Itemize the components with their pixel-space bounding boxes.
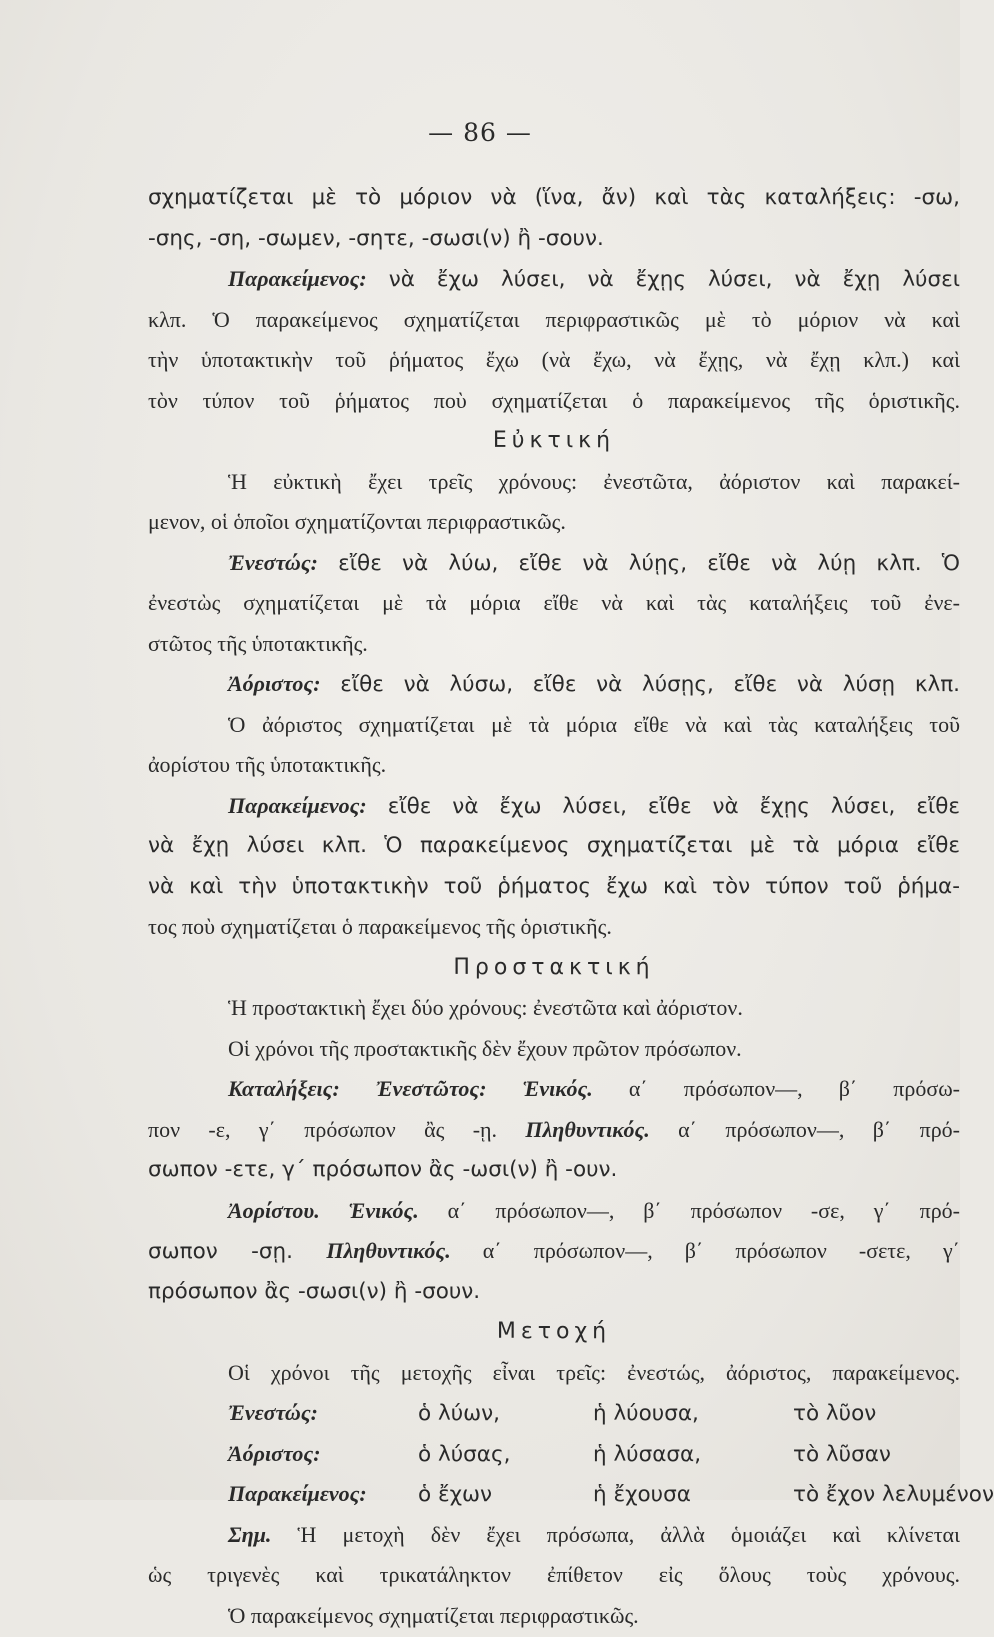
text-line: Οἱ χρόνοι τῆς προστακτικῆς δὲν ἔχουν πρῶτον πρόσωπον. [228,1035,742,1061]
term-label: Παρακείμενος: [228,266,367,291]
text-line: Ἀορίστου. Ἑνικός. α΄ πρόσωπον—, β΄ πρόσωπον -σε, γ΄ πρό- [228,1197,961,1223]
term-label: Ἀόριστος: [228,1440,321,1466]
text-line: στῶτος τῆς ὑποτακτικῆς. [148,630,368,656]
text-line: ἀορίστου τῆς ὑποτακτικῆς. [148,752,387,777]
text-line: Παρακείμενος: εἴθε νὰ ἔχω λύσει, εἴθε νὰ ἔχῃς λύσει, εἴθε [228,792,960,819]
term-label: Ἐνεστώς: [228,549,318,575]
text-line: νὰ ἔχῃ λύσει κλπ. Ὁ παρακείμενος σχηματίζεται μὲ τὰ μόρια εἴθε [148,833,960,858]
table-row: Ἐνεστώς: ὁ λύων, ἡ λύουσα, τὸ λῦον [148,1393,960,1434]
table-row: Ἀόριστος: ὁ λύσας, ἡ λύσασα, τὸ λῦσαν [148,1434,960,1475]
text-line: σωπον -σῃ. Πληθυντικός. α΄ πρόσωπον—, β΄ πρόσωπον -σετε, γ΄ [148,1238,960,1264]
text-line: ὡς τριγενὲς καὶ τρικατάληκτον ἐπίθετον εἰς ὅλους τοὺς χρόνους. [148,1562,960,1587]
text-line: μενον, οἱ ὁποῖοι σχηματίζονται περιφραστικῶς. [148,509,566,534]
body-text [148,178,994,1636]
text-line: Ὁ παρακείμενος σχηματίζεται περιφραστικῶς. [228,1602,639,1628]
text-line: σωπον -ετε, γ΄ πρόσωπον ἂς -ωσι(ν) ἢ -ουν. [148,1157,618,1182]
text-line: πρόσωπον ἂς -σωσι(ν) ἢ -σουν. [148,1278,481,1304]
text-line: Ἀόριστος: εἴθε νὰ λύσω, εἴθε νὰ λύσῃς, εἴθε νὰ λύσῃ κλπ. [228,671,960,697]
text-line: ἐνεστὼς σχηματίζεται μὲ τὰ μόρια εἴθε νὰ καὶ τὰς καταλήξεις τοῦ ἐνε- [148,590,960,615]
text-line: Καταλήξεις: Ἐνεστῶτος: Ἑνικός. α΄ πρόσωπον—, β΄ πρόσω- [228,1076,961,1101]
term-label: Πληθυντικός. [525,1116,650,1142]
text-line: Ἡ προστακτικὴ ἔχει δύο χρόνους: ἐνεστῶτα καὶ ἀόριστον. [228,995,743,1020]
text-line: Ἡ εὐκτικὴ ἔχει τρεῖς χρόνους: ἐνεστῶτα, ἀόριστον καὶ παρακεί- [228,468,960,494]
section-heading-imperative: Προστακτική [453,954,655,980]
term-label: Ἐνεστώς: [228,1400,318,1425]
text-line: Ἐνεστώς: εἴθε νὰ λύω, εἴθε νὰ λύῃς, εἴθε νὰ λύῃ κλπ. Ὁ [228,549,960,576]
text-line: Ὁ ἀόριστος σχηματίζεται μὲ τὰ μόρια εἴθε νὰ καὶ τὰς καταλήξεις τοῦ [228,711,960,737]
text-line: σχηματίζεται μὲ τὸ μόριον νὰ (ἵνα, ἄν) καὶ τὰς καταλήξεις: -σω, [148,185,960,210]
text-line: τὴν ὑποτακτικὴν τοῦ ῥήματος ἔχω (νὰ ἔχω, νὰ ἔχῃς, νὰ ἔχῃ κλπ.) καὶ [148,347,960,372]
table-row: Παρακείμενος: ὁ ἔχων ἡ ἔχουσα τὸ ἔχον λελυμένον [148,1474,960,1515]
text-line: τος ποὺ σχηματίζεται ὁ παρακείμενος τῆς ὁριστικῆς. [148,914,612,939]
term-label: Σημ. [228,1521,272,1547]
text-line: Οἱ χρόνοι τῆς μετοχῆς εἶναι τρεῖς: ἐνεστώς, ἀόριστος, παρακείμενος. [228,1359,960,1385]
text-line: Σημ. Ἡ μετοχὴ δὲν ἔχει πρόσωπα, ἀλλὰ ὁμοιάζει καὶ κλίνεται [228,1521,960,1547]
term-label: Πληθυντικός. [326,1238,451,1263]
term-label: Παρακείμενος: [228,1481,367,1506]
text-line: τὸν τύπον τοῦ ῥήματος ποὺ σχηματίζεται ὁ παρακείμενος τῆς ὁριστικῆς. [148,387,960,413]
participle-table [148,1393,994,1515]
term-label: Ἀορίστου. Ἑνικός. [228,1197,419,1223]
term-label: Καταλήξεις: Ἐνεστῶτος: Ἑνικός. [228,1076,593,1101]
page-number: — 86 — [428,118,532,147]
text-line: κλπ. Ὁ παρακείμενος σχηματίζεται περιφραστικῶς μὲ τὸ μόριον νὰ καὶ [148,306,960,332]
term-label: Παρακείμενος: [228,792,367,818]
text-line: νὰ καὶ τὴν ὑποτακτικὴν τοῦ ῥήματος ἔχω καὶ τὸν τύπον τοῦ ῥήμα- [148,873,960,899]
section-heading-optative: Εὐκτική [492,428,616,453]
section-heading-participle: Μετοχή [496,1319,612,1344]
term-label: Ἀόριστος: [228,671,321,696]
text-line: πον -ε, γ΄ πρόσωπον ἂς -ῃ. Πληθυντικός. α΄ πρόσωπον—, β΄ πρό- [148,1116,960,1142]
text-line: Παρακείμενος: νὰ ἔχω λύσει, νὰ ἔχῃς λύσει, νὰ ἔχῃ λύσει [228,266,960,292]
text-line: -σης, -ση, -σωμεν, -σητε, -σωσι(ν) ἢ -σουν. [148,225,604,251]
